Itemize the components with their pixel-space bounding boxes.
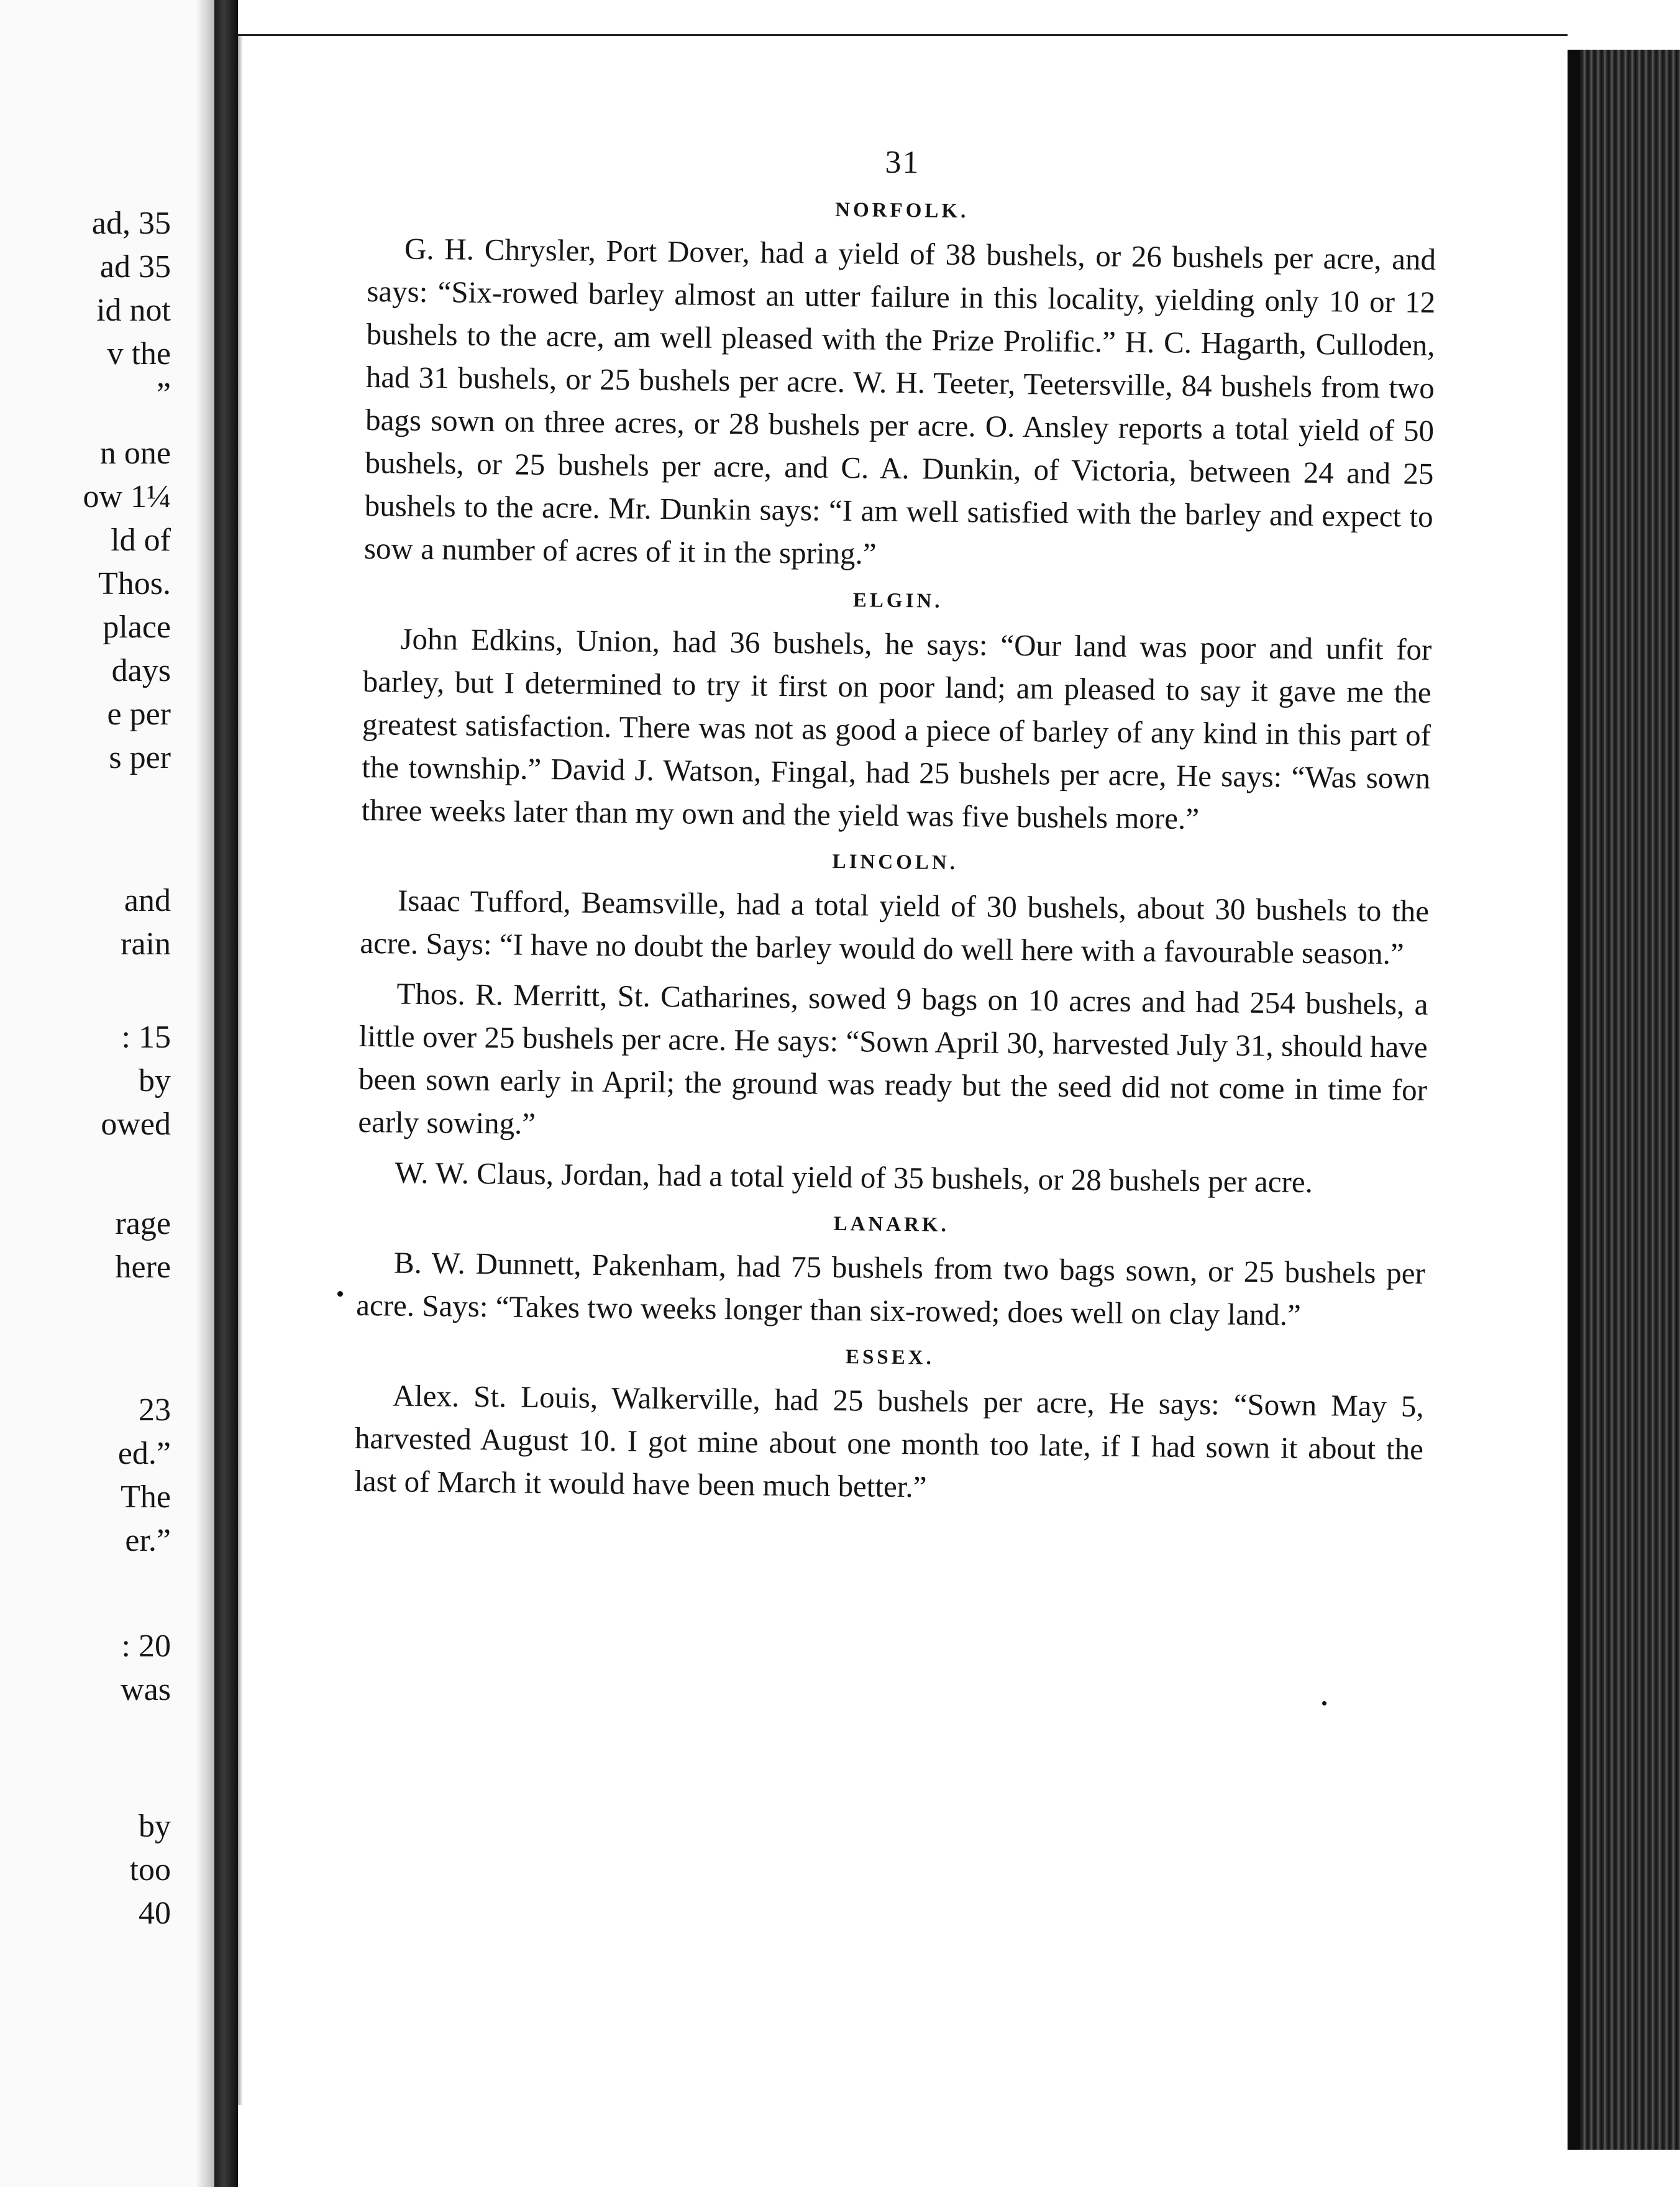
left-page-fragment: ld of [111,523,171,558]
left-page-fragment: 40 [139,1896,171,1931]
left-page-fragment: ed.” [117,1436,171,1471]
book-gutter [214,0,238,2187]
paragraph: Alex. St. Louis, Walkerville, had 25 bushels per acre, He says: “Sown May 5, harvested August 10. I got mine about one month too late, if I had sown it about the last of March it would have been much better.” [354,1378,1424,1504]
section-lanark [356,1203,1426,1338]
left-page-fragment: owed [101,1107,171,1142]
left-page-fragment: v the [107,336,171,372]
left-page-fragment: by [139,1809,171,1844]
left-page-fragment: er.” [125,1523,171,1558]
left-page-fragment: s per [109,740,171,775]
page-edges [1568,50,1680,2150]
scan-speck [1322,1701,1326,1705]
page-number: 31 [885,144,920,181]
section-norfolk [364,189,1436,581]
left-page-fragment: and [124,883,171,918]
left-page-fragment: place [103,610,171,645]
left-page-fragment: The [121,1479,171,1515]
left-page-fragment: Thos. [98,566,171,601]
left-page-fragment: too [129,1852,171,1888]
left-page-fragment: ow 1¼ [83,479,171,514]
section-heading: LANARK. [833,1212,949,1236]
section-essex [354,1336,1425,1514]
left-page-fragment: here [115,1249,171,1285]
left-page-fragment: 23 [139,1392,171,1428]
section-heading: ELGIN. [852,589,943,613]
left-page-fragment: : 15 [121,1020,171,1055]
paragraph: G. H. Chrysler, Port Dover, had a yield of 38 bushels, or 26 bushels per acre, and says: “Six-rowed barley almost an utter failure in this locality, yielding only 10 or 12 bushels to the acre, am well pleased with the Prize Prolific.” H. C. Hagarth, Culloden, had 31 bushels, or 25 bushels per acre. W. H. Teeter, Teetersville, 84 bushels from two bags sown on three acres, or 28 bushels per acre. O. Ansley reports a total yield of 50 bushels, or 25 bushels per acre, and C. A. Dunkin, of Victoria, between 24 and 25 bushels to the acre. Mr. Dunkin says: “I am well satisfied with the barley and expect to sow a number of acres of it in the spring.” [363,231,1436,571]
left-page-fragment: days [111,653,171,688]
left-facing-page [0,0,214,2187]
section-heading: ESSEX. [845,1346,935,1369]
section-elgin [361,580,1432,842]
left-page-fragment: : 20 [121,1628,171,1664]
left-page-fragment: was [121,1672,171,1707]
paragraph: W. W. Claus, Jordan, had a total yield of 35 bushels, or 28 bushels per acre. [395,1155,1313,1200]
section-heading: LINCOLN. [832,850,959,875]
section-heading: NORFOLK. [835,198,969,223]
main-page [238,34,1568,2105]
left-page-fragment: id not [96,293,171,328]
left-page-fragment: n one [99,436,171,471]
left-page-fragment: by [139,1063,171,1098]
left-page-fragment: ad 35 [99,249,171,285]
paragraph: John Edkins, Union, had 36 bushels, he says: “Our land was poor and unfit for barley, but I determined to try it first on poor land; am pleased to say it gave me the greatest satisfaction. There was not as good a piece of barley of any kind in this part of the township.” David J. Watson, Fingal, had 25 bushels per acre, He says: “Was sown three weeks later than my own and the yield was five bushels more.” [361,621,1432,836]
left-page-fragment: e per [107,696,171,732]
page-content [354,135,1437,1523]
left-page-fragment: rage [115,1206,171,1241]
paragraph: Thos. R. Merritt, St. Catharines, sowed 9 bags on 10 acres and had 254 bushels, a little over 25 bushels per acre. He says: “Sown April 30, harvested July 31, should have been sown early in April; the ground was ready but the seed did not come in time for early sowing.” [358,976,1428,1141]
left-page-fragment: ” [156,377,171,412]
scan-speck [337,1291,343,1297]
section-lincoln [357,841,1430,1205]
paragraph: B. W. Dunnett, Pakenham, had 75 bushels from two bags sown, or 25 bushels per acre. Says: “Takes two weeks longer than six-rowed; does well on clay land.” [355,1245,1426,1332]
left-page-text-fragments [0,0,214,2187]
left-page-fragment: ad, 35 [91,206,171,241]
paragraph: Isaac Tufford, Beamsville, had a total yield of 30 bushels, about 30 bushels to the acre. Says: “I have no doubt the barley would do well here with a favourable season.” [360,883,1430,971]
left-page-fragment: rain [121,926,171,962]
